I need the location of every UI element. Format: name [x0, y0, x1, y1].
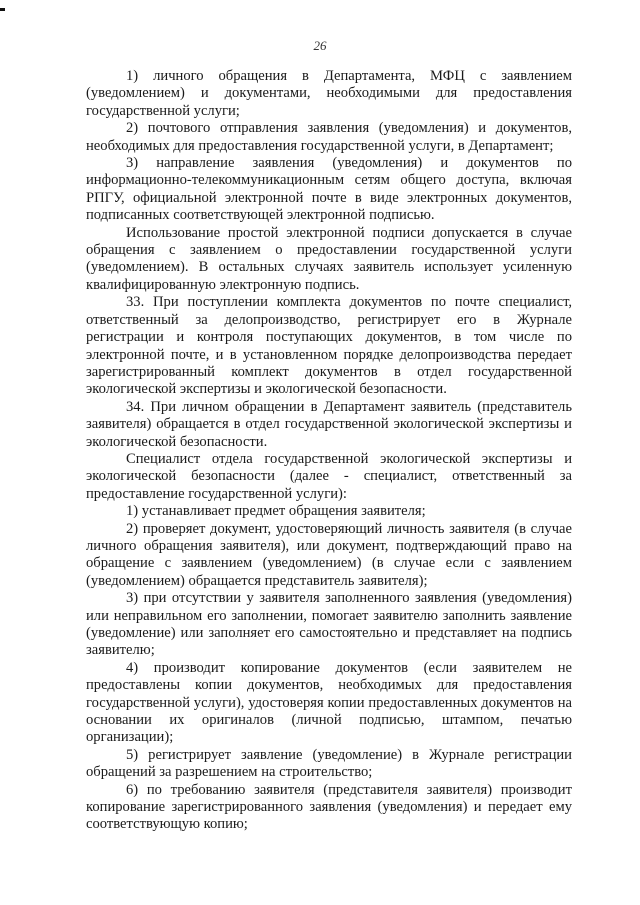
paragraph-step-6: 6) по требованию заявителя (представителя заявителя) производит копирование зарегистрированного заявления (уведомления) и передает ему соответствующую копию;	[86, 781, 572, 833]
paragraph-electronic-signature: Использование простой электронной подписи допускается в случае обращения с заявлением о предоставлении государственной услуги (уведомлением). В остальных случаях заявитель использует усиленную квалифицированную электронную подпись.	[86, 224, 572, 293]
document-body	[86, 68, 572, 834]
paragraph-item-2: 2) почтового отправления заявления (уведомления) и документов, необходимых для предоставления государственной услуги, в Департамент;	[86, 120, 572, 154]
paragraph-item-1: 1) личного обращения в Департамента, МФЦ с заявлением (уведомлением) и документами, необходимыми для предоставления государственной услуги;	[86, 68, 572, 119]
page-number: 26	[313, 38, 327, 53]
paragraph-item-3: 3) направление заявления (уведомления) и документов по информационно-телекоммуникационным сетям общего доступа, включая РПГУ, официальной электронной почте в виде электронных документов, подписанных соответствующей электронной подписью.	[86, 155, 572, 224]
paragraph-step-1: 1) устанавливает предмет обращения заявителя;	[126, 503, 426, 520]
scan-corner-mark	[0, 8, 5, 11]
paragraph-step-4: 4) производит копирование документов (если заявителем не предоставлены копии документов, необходимых для предоставления государственной услуги), удостоверяя копии предоставленных документов на основании их оригиналов (личной подписью, штампом, печатью организации);	[86, 659, 572, 746]
paragraph-step-2: 2) проверяет документ, удостоверяющий личность заявителя (в случае личного обращения заявителя), или документ, подтверждающий право на обращение с заявлением (уведомлением) (в случае если с заявлением (уведомлением) обращается представитель заявителя);	[86, 520, 572, 589]
paragraph-specialist: Специалист отдела государственной экологической экспертизы и экологической безопасности (далее - специалист, ответственный за предоставление государственной услуги):	[86, 450, 572, 502]
paragraph-clause-34: 34. При личном обращении в Департамент заявитель (представитель заявителя) обращается в отдел государственной экологической экспертизы и экологической безопасности.	[86, 398, 572, 450]
paragraph-step-5: 5) регистрирует заявление (уведомление) в Журнале регистрации обращений за разрешением на строительство;	[86, 746, 572, 781]
paragraph-clause-33: 33. При поступлении комплекта документов по почте специалист, ответственный за делопроизводство, регистрирует его в Журнале регистрации и контроля поступающих документов, в том числе по электронной почте, и в установленном порядке делопроизводства передает зарегистрированный комплект документов в отдел государственной экологической экспертизы и экологической безопасности.	[86, 294, 572, 398]
paragraph-step-3: 3) при отсутствии у заявителя заполненного заявления (уведомления) или неправильном его заполнении, помогает заявителю заполнить заявление (уведомление) или заполняет его самостоятельно и представляет на подпись заявителю;	[86, 590, 572, 659]
